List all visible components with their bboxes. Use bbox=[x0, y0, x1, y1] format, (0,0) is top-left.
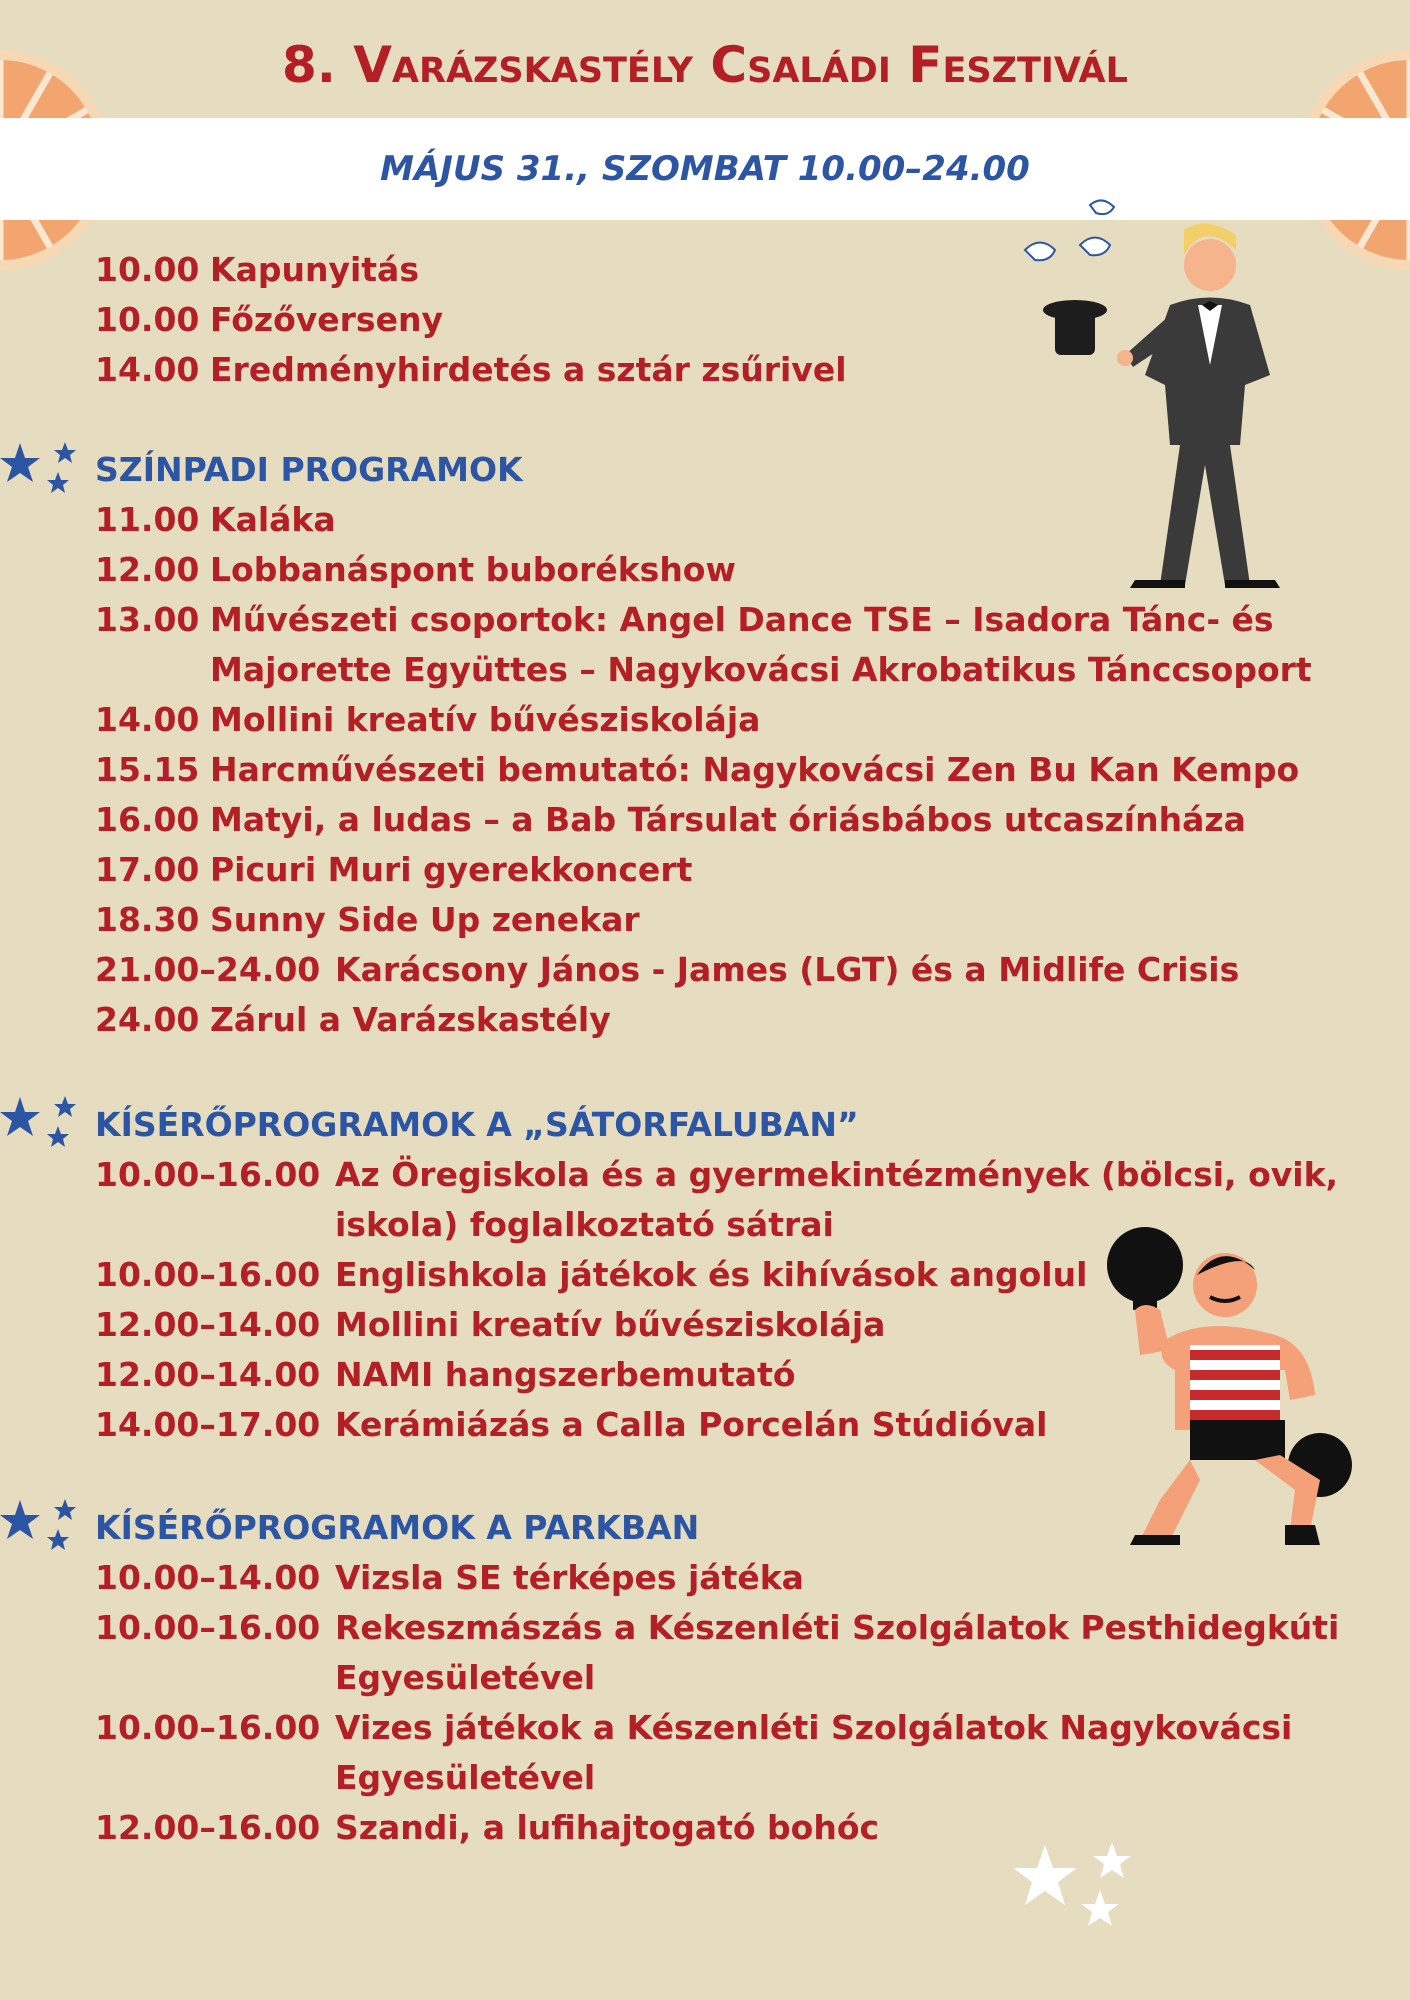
list-item: 18.30 Sunny Side Up zenekar bbox=[95, 900, 640, 939]
list-item: 14.00 Mollini kreatív bűvésziskolája bbox=[95, 700, 761, 739]
section-heading-tent: KÍSÉRŐPROGRAMOK A „SÁTORFALUBAN” bbox=[95, 1105, 859, 1144]
page-title: 8. Varázskastély Családi Fesztivál bbox=[282, 36, 1128, 94]
list-item: 12.00–14.00 Mollini kreatív bűvésziskolája bbox=[95, 1305, 886, 1344]
stars-icon bbox=[0, 1495, 85, 1555]
list-item: 16.00 Matyi, a ludas – a Bab Társulat óriásbábos utcaszínháza bbox=[95, 800, 1246, 839]
stars-white-icon bbox=[1010, 1840, 1140, 1935]
list-item: 10.00–16.00 Englishkola játékok és kihívások angolul bbox=[95, 1255, 1088, 1294]
list-item: 10.00 Főzőverseny bbox=[95, 300, 443, 339]
stars-icon bbox=[0, 438, 85, 498]
list-item: 13.00 Művészeti csoportok: Angel Dance TSE – Isadora Tánc- és Majorette Együttes – Nagykovácsi Akrobatikus Tánccsoport bbox=[95, 600, 1312, 689]
list-item: 15.15 Harcművészeti bemutató: Nagykovácsi Zen Bu Kan Kempo bbox=[95, 750, 1300, 789]
list-item: 10.00–16.00 Vizes játékok a Készenléti Szolgálatok Nagykovácsi Egyesületével bbox=[95, 1708, 1293, 1797]
list-item: 12.00–16.00 Szandi, a lufihajtogató bohóc bbox=[95, 1808, 880, 1847]
section-heading-stage: SZÍNPADI PROGRAMOK bbox=[95, 450, 523, 489]
list-item: 10.00–14.00 Vizsla SE térképes játéka bbox=[95, 1558, 804, 1597]
magician-illustration bbox=[1020, 195, 1300, 590]
list-item: 10.00 Kapunyitás bbox=[95, 250, 419, 289]
date-text: MÁJUS 31., SZOMBAT 10.00–24.00 bbox=[380, 149, 1030, 189]
list-item: 14.00 Eredményhirdetés a sztár zsűrivel bbox=[95, 350, 847, 389]
list-item: 12.00–14.00 NAMI hangszerbemutató bbox=[95, 1355, 796, 1394]
strongman-illustration bbox=[1105, 1225, 1375, 1555]
section-heading-park: KÍSÉRŐPROGRAMOK A PARKBAN bbox=[95, 1508, 700, 1547]
list-item: 21.00–24.00 Karácsony János - James (LGT) és a Midlife Crisis bbox=[95, 950, 1240, 989]
list-item: 12.00 Lobbanáspont buborékshow bbox=[95, 550, 736, 589]
list-item: 24.00 Zárul a Varázskastély bbox=[95, 1000, 611, 1039]
stars-icon bbox=[0, 1092, 85, 1152]
list-item: 11.00 Kaláka bbox=[95, 500, 336, 539]
list-item: 17.00 Picuri Muri gyerekkoncert bbox=[95, 850, 693, 889]
list-item: 14.00–17.00 Kerámiázás a Calla Porcelán Stúdióval bbox=[95, 1405, 1048, 1444]
list-item: 10.00–16.00 Az Öregiskola és a gyermekintézmények (bölcsi, ovik, iskola) foglalkoztató sátrai bbox=[95, 1155, 1339, 1244]
list-item: 10.00–16.00 Rekeszmászás a Készenléti Szolgálatok Pesthidegkúti Egyesületével bbox=[95, 1608, 1340, 1697]
